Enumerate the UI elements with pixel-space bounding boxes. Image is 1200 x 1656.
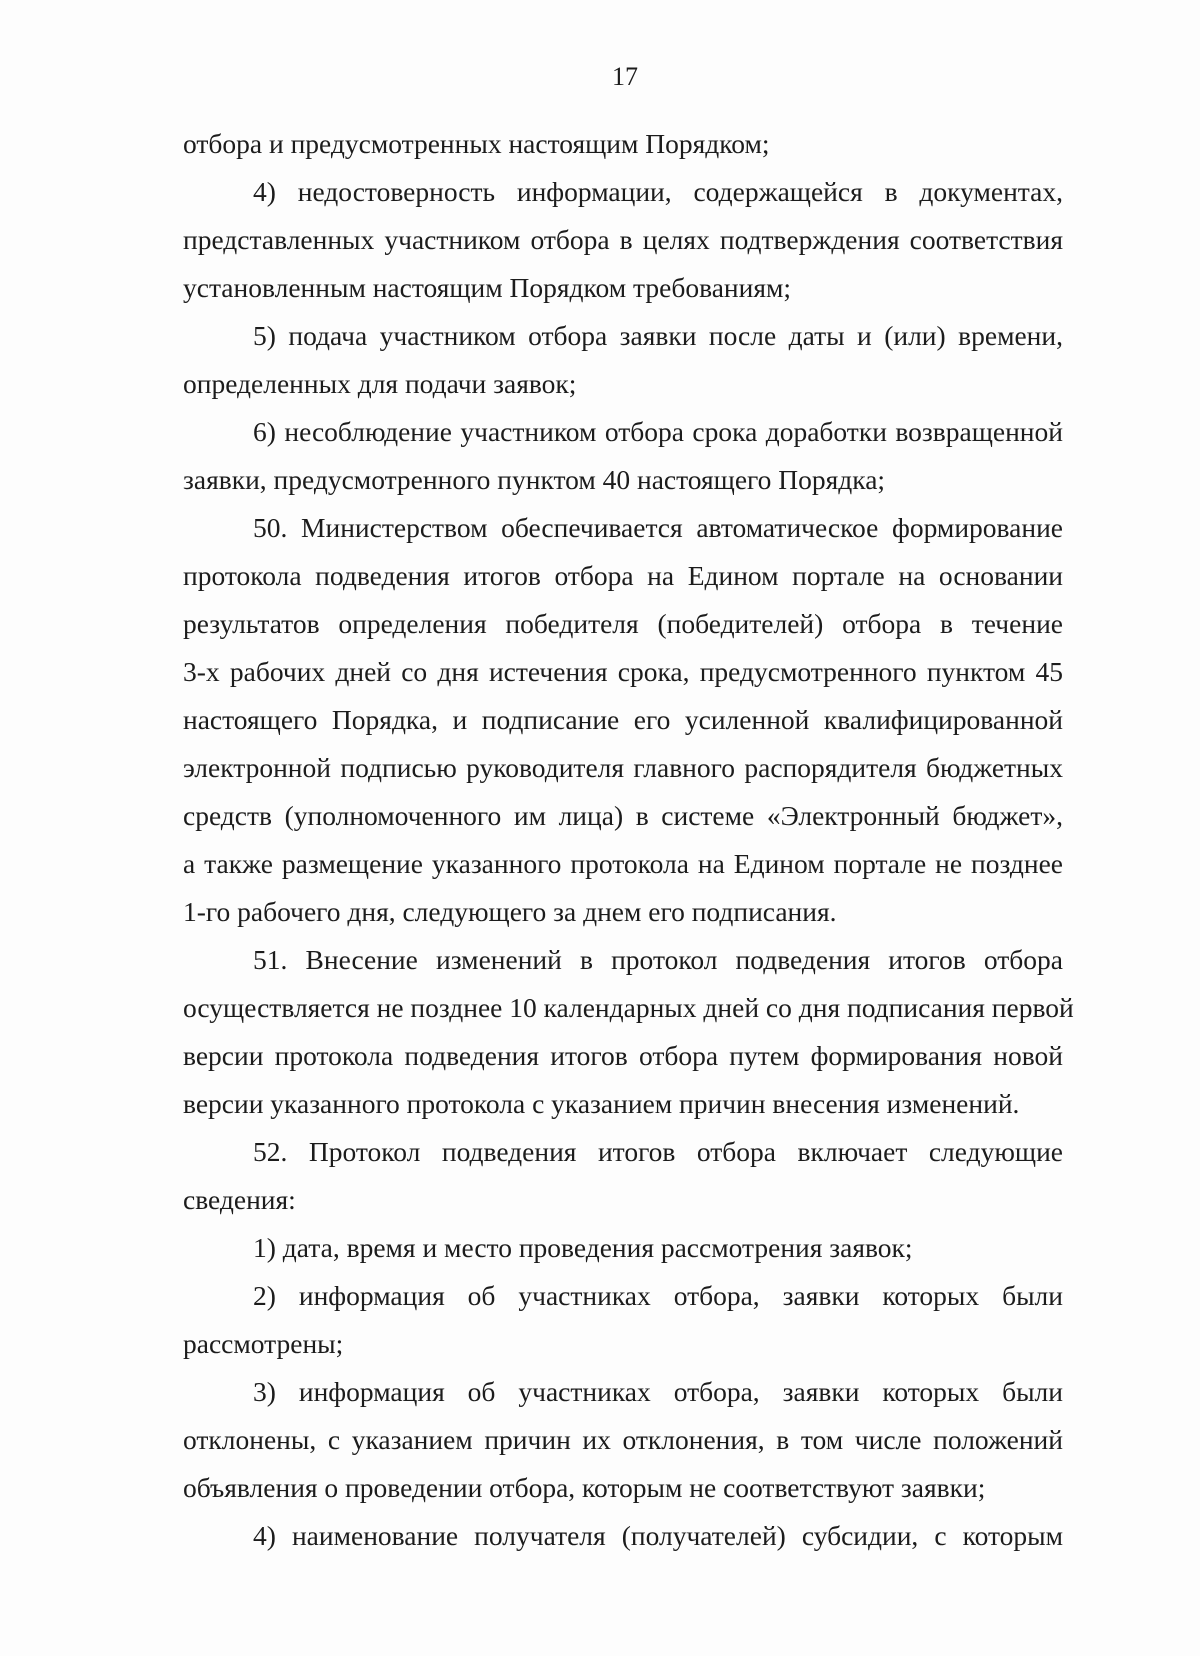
paragraph [183, 120, 1063, 168]
text-line: отбора и предусмотренных настоящим Порядком; [183, 128, 770, 159]
text-line: средств (уполномоченного им лица) в системе «Электронный бюджет», [183, 800, 1063, 831]
text-line: осуществляется не позднее 10 календарных дней со дня подписания первой [183, 992, 1074, 1023]
text-line: сведения: [183, 1184, 296, 1215]
text-line: 5) подача участником отбора заявки после даты и (или) времени, [253, 320, 1063, 351]
paragraph [183, 312, 1063, 408]
text-line: а также размещение указанного протокола на Едином портале не позднее [183, 848, 1063, 879]
text-line: 6) несоблюдение участником отбора срока доработки возвращенной [253, 416, 1063, 447]
page-number: 17 [612, 62, 638, 91]
text-line: версии указанного протокола с указанием причин внесения изменений. [183, 1088, 1020, 1119]
paragraph [183, 168, 1063, 312]
text-line: представленных участником отбора в целях подтверждения соответствия [183, 224, 1063, 255]
text-line: 3) информация об участниках отбора, заявки которых были [253, 1376, 1063, 1407]
paragraph [183, 408, 1063, 504]
text-line: 1-го рабочего дня, следующего за днем его подписания. [183, 896, 837, 927]
document-body [183, 120, 1074, 1560]
paragraph [183, 936, 1074, 1128]
paragraph [183, 1512, 1063, 1560]
paragraph [183, 1368, 1063, 1512]
text-line: определенных для подачи заявок; [183, 368, 577, 399]
paragraph [183, 504, 1063, 936]
text-line: результатов определения победителя (победителей) отбора в течение [183, 608, 1063, 639]
text-line: объявления о проведении отбора, которым не соответствуют заявки; [183, 1472, 986, 1503]
text-line: 50. Министерством обеспечивается автоматическое формирование [253, 512, 1063, 543]
text-line: протокола подведения итогов отбора на Едином портале на основании [183, 560, 1063, 591]
paragraph [183, 1128, 1063, 1224]
text-line: версии протокола подведения итогов отбора путем формирования новой [183, 1040, 1063, 1071]
paragraph [183, 1272, 1063, 1368]
text-line: электронной подписью руководителя главного распорядителя бюджетных [183, 752, 1063, 783]
text-line: заявки, предусмотренного пунктом 40 настоящего Порядка; [183, 464, 886, 495]
text-line: 1) дата, время и место проведения рассмотрения заявок; [253, 1232, 913, 1263]
text-line: 4) недостоверность информации, содержащейся в документах, [253, 176, 1063, 207]
text-line: установленным настоящим Порядком требованиям; [183, 272, 792, 303]
text-line: 3-х рабочих дней со дня истечения срока, предусмотренного пунктом 45 [183, 656, 1063, 687]
text-line: 52. Протокол подведения итогов отбора включает следующие [253, 1136, 1063, 1167]
text-line: 51. Внесение изменений в протокол подведения итогов отбора [253, 944, 1063, 975]
text-line: настоящего Порядка, и подписание его усиленной квалифицированной [183, 704, 1063, 735]
paragraph [183, 1224, 1063, 1272]
text-line: 2) информация об участниках отбора, заявки которых были [253, 1280, 1063, 1311]
text-line: 4) наименование получателя (получателей) субсидии, с которым [253, 1520, 1063, 1551]
text-line: рассмотрены; [183, 1328, 344, 1359]
text-line: отклонены, с указанием причин их отклонения, в том числе положений [183, 1424, 1063, 1455]
